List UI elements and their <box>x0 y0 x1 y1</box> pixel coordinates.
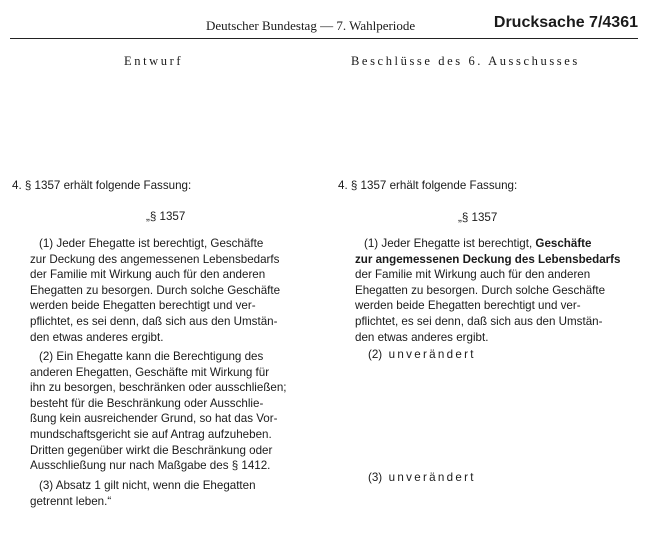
paragraph-line: pflichtet, es sei denn, daß sich aus den Umstän- <box>30 314 278 328</box>
amended-text: zur angemessenen Deckung des Lebensbedarfs <box>355 252 621 266</box>
paragraph-line: zur Deckung des angemessenen Lebensbedarfs <box>30 252 280 266</box>
right-intro: 4. § 1357 erhält folgende Fassung: <box>338 179 518 192</box>
paragraph-line: mundschaftsgericht sie auf Antrag aufzuheben. <box>30 427 272 441</box>
paragraph-line: (2) Ein Ehegatte kann die Berechtigung des <box>39 350 264 363</box>
paragraph-line <box>355 252 640 268</box>
paragraph-line: den etwas anderes ergibt. <box>30 330 164 344</box>
paragraph-line: anderen Ehegatten, Geschäfte mit Wirkung für <box>30 365 270 379</box>
unchanged-label: unverändert <box>388 471 476 484</box>
paragraph-line: ßung kein ausreichender Grund, so hat das Vor- <box>30 412 278 426</box>
left-column-title: Entwurf <box>124 54 184 68</box>
right-paragraph-1 <box>355 236 640 345</box>
left-paragraph-1 <box>30 236 313 345</box>
paragraph-line: pflichtet, es sei denn, daß sich aus den Umstän- <box>355 314 603 328</box>
right-section-heading: „§ 1357 <box>458 211 498 224</box>
header-period: Deutscher Bundestag — 7. Wahlperiode <box>206 18 416 33</box>
amended-text: Geschäfte <box>535 237 592 250</box>
paragraph-line: Ehegatten zu besorgen. Durch solche Geschäfte <box>30 283 281 297</box>
right-column-title: Beschlüsse des 6. Ausschusses <box>351 54 580 68</box>
paragraph-line: (3) Absatz 1 gilt nicht, wenn die Ehegatten <box>39 479 256 492</box>
right-paragraph-3 <box>368 470 476 486</box>
right-paragraph-2 <box>368 347 476 363</box>
left-intro: 4. § 1357 erhält folgende Fassung: <box>12 179 192 192</box>
paragraph-number: (3) <box>368 471 383 484</box>
paragraph-line: ihn zu besorgen, beschränken oder ausschließen; <box>30 381 287 395</box>
paragraph-line: Ehegatten zu besorgen. Durch solche Geschäfte <box>355 283 606 297</box>
paragraph-line <box>355 236 640 252</box>
paragraph-line: Dritten gegenüber wirkt die Beschränkung oder <box>30 443 273 457</box>
paragraph-line: getrennt leben.“ <box>30 494 112 508</box>
paragraph-line: (1) Jeder Ehegatte ist berechtigt, Geschäfte <box>39 237 264 250</box>
unchanged-label: unverändert <box>388 348 476 361</box>
paragraph-line: Ausschließung nur nach Maßgabe des § 1412. <box>30 459 271 473</box>
right-column <box>330 0 653 538</box>
paragraph-line: besteht für die Beschränkung oder Ausschlie- <box>30 396 264 410</box>
paragraph-line: den etwas anderes ergibt. <box>355 330 489 344</box>
paragraph-line: werden beide Ehegatten berechtigt und ver- <box>355 299 581 313</box>
paragraph-number: (2) <box>368 348 383 361</box>
left-paragraph-3 <box>30 478 313 509</box>
paragraph-line: werden beide Ehegatten berechtigt und ver- <box>30 299 256 313</box>
left-paragraph-2 <box>30 349 313 474</box>
header-drucksache: Drucksache 7/4361 <box>493 14 638 31</box>
paragraph-line: der Familie mit Wirkung auch für den anderen <box>30 268 266 282</box>
paragraph-line: der Familie mit Wirkung auch für den anderen <box>355 268 591 282</box>
left-section-heading: „§ 1357 <box>146 210 186 223</box>
paragraph-text: (1) Jeder Ehegatte ist berechtigt, <box>364 237 536 250</box>
